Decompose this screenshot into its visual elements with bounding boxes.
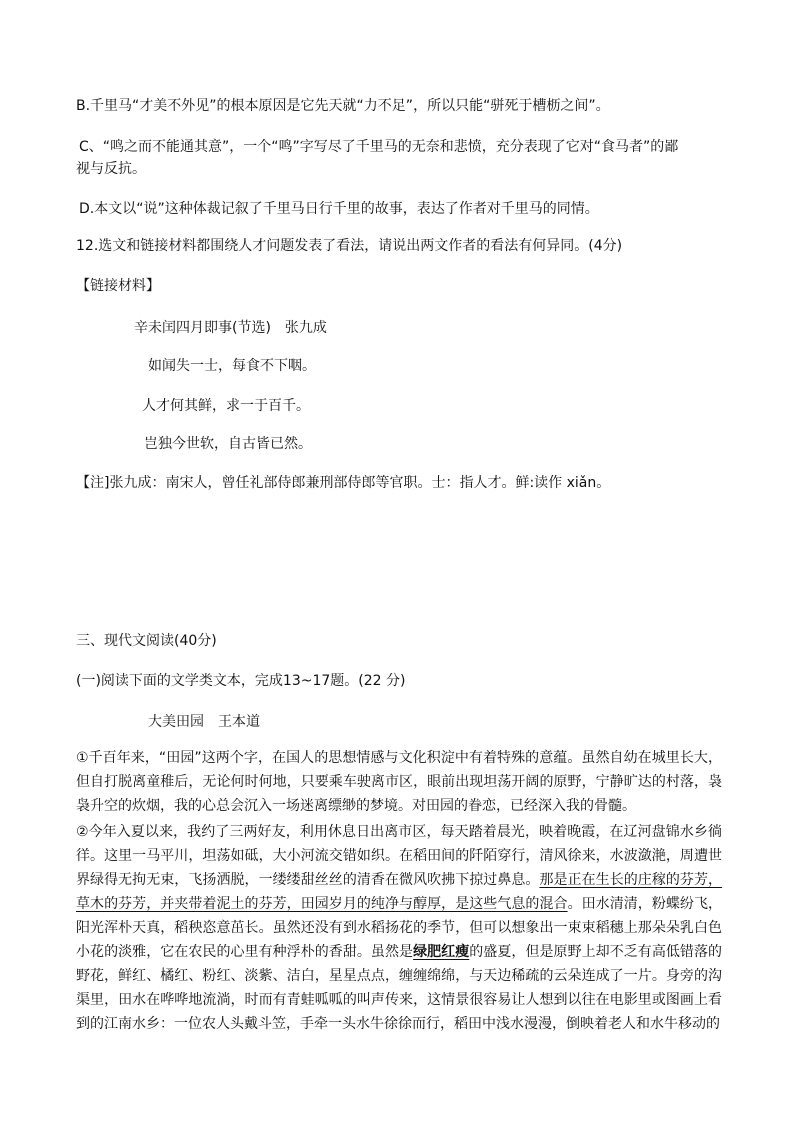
bold-phrase: 绿肥红瘦	[413, 944, 470, 960]
essay-paragraph-2	[76, 820, 722, 1036]
paragraph-2-part-a: ②今年入夏以来，我约了三两好友，利用休息日出离市区，每天踏着晨光，映着晚霞，在辽河盘锦水乡徜徉。这里一马平川，坦荡如砥，大小河流交错如织。在稻田间的阡陌穿行，清风徐来，水波潋滟，周遭世界绿得无拘无束，飞扬洒脱，一缕缕甜丝丝的清香在微风吹拂下掠过鼻息。	[76, 824, 722, 888]
underlined-sentence: 那是正在生长的庄稼的芬芳，草木的芬芳，并夹带着泥土的芬芳，田园岁月的纯净与醇厚，是这些气息的混合	[76, 872, 723, 912]
section-3-title: 三、现代文阅读(40分)	[76, 633, 217, 649]
section-3-subtitle: (一)阅读下面的文学类文本，完成13~17题。(22 分)	[76, 673, 406, 689]
option-d: D.本文以“说”这种体裁记叙了千里马日行千里的故事，表达了作者对千里马的同情。	[79, 201, 599, 217]
essay-paragraph-1: ①千百年来，“田园”这两个字，在国人的思想情感与文化积淀中有着特殊的意蕴。虽然自幼在城里长大，但自打脱离童稚后，无论何时何地，只要乘车驶离市区，眼前出现坦荡开阔的原野，宁静旷达的村落，袅袅升空的炊烟，我的心总会沉入一场迷离缥缈的梦境。对田园的眷恋，已经深入我的骨髓。	[76, 750, 722, 814]
poem-line-1: 如闻失一士，每食不下咽。	[148, 358, 316, 374]
question-12: 12.选文和链接材料都围绕人才问题发表了看法，请说出两文作者的看法有何异同。(4分)	[76, 238, 623, 254]
poem-title: 辛未闰四月即事(节选) 张九成	[134, 320, 327, 336]
poem-line-2: 人才何其鲜，求一于百千。	[142, 398, 310, 414]
paragraph-2-part-b: 。田水清清，粉蝶纷飞，阳光浑朴天真，稻秧恣意茁长。虽然还没有到水稻扬花的季节，但可以想象出一束束稻穗上那朵朵乳白色小花的淡雅，它在农民的心里有种浮朴的香甜。虽然是	[76, 896, 723, 960]
essay-title: 大美田园 王本道	[148, 714, 260, 730]
option-c-line2: 视与反抗。	[76, 161, 146, 177]
paragraph-2-part-c: 的盛夏，但是原野上却不乏有高低错落的野花，鲜红、橘红、粉红、淡紫、洁白，星星点点，缠缠绵绵，与天边稀疏的云朵连成了一片。身旁的沟渠里，田水在哗哗地流淌，时而有青蛙呱呱的叫声传来，这情景很容易让人想到以往在电影里或图画上看到的江南水乡：一位农人头戴斗笠，手牵一头水牛徐徐而行，稻田中浅水漫漫，倒映着老人和水牛移动的	[76, 944, 723, 1032]
option-b: B.千里马“才美不外见”的根本原因是它先天就“力不足”，所以只能“骈死于槽枥之间”。	[76, 98, 610, 114]
option-c-line1: C、“鸣之而不能通其意”，一个“鸣”字写尽了千里马的无奈和悲愤，充分表现了它对“食马者”的鄙	[79, 139, 679, 155]
link-material-note: 【注]张九成：南宋人，曾任礼部侍郎兼刑部侍郎等官职。士：指人才。鲜:读作 xiǎn。	[76, 475, 611, 491]
link-material-header: 【链接材料】	[76, 278, 160, 294]
poem-line-3: 岂独今世软，自古皆已然。	[144, 436, 312, 452]
